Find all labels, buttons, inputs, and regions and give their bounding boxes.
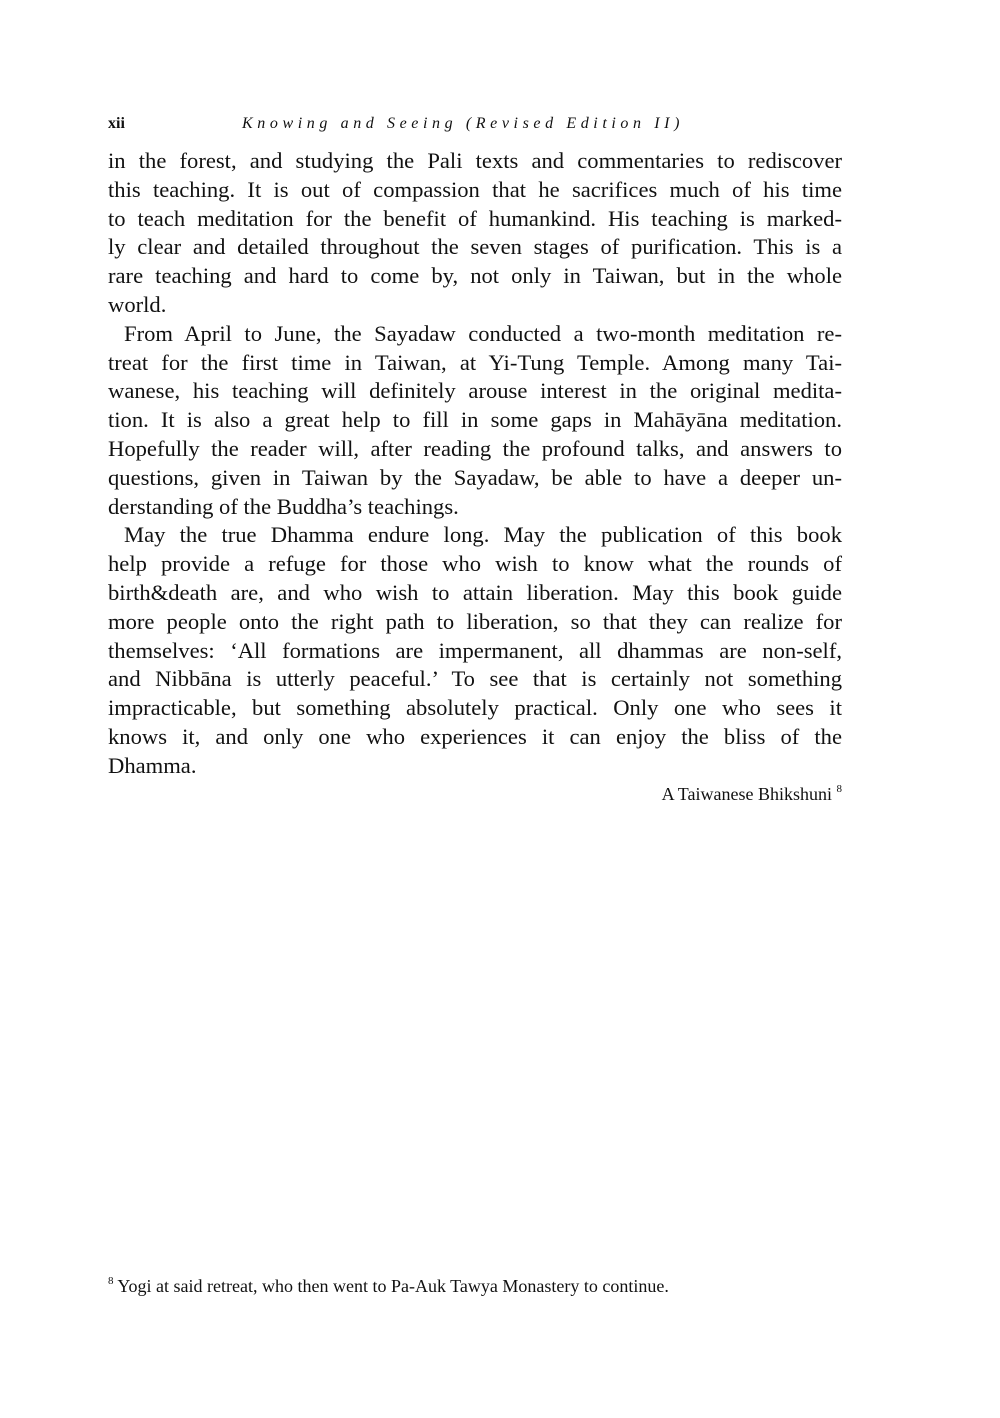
footnote-number: 8 bbox=[108, 1275, 114, 1287]
text-line: Dhamma. bbox=[108, 752, 197, 778]
text-line: treat for the first time in Taiwan, at Yi-Tung Temple. Among many Tai- bbox=[108, 349, 842, 375]
text-line: derstanding of the Buddha’s teachings. bbox=[108, 493, 459, 519]
footnote-reference[interactable]: 8 bbox=[836, 783, 842, 795]
text-line: Hopefully the reader will, after reading the profound talks, and answers to bbox=[108, 435, 842, 461]
text-line: this teaching. It is out of compassion that he sacrifices much of his time bbox=[108, 176, 842, 202]
text-line: wanese, his teaching will definitely arouse interest in the original medita- bbox=[108, 378, 842, 404]
text-line: themselves: ‘All formations are impermanent, all dhammas are non-self, bbox=[108, 637, 842, 663]
paragraph bbox=[108, 147, 842, 320]
body-text bbox=[108, 147, 842, 781]
text-line: From April to June, the Sayadaw conducted a two-month meditation re- bbox=[124, 320, 842, 346]
page-number: xii bbox=[108, 115, 125, 132]
signature bbox=[662, 784, 842, 805]
footnote bbox=[108, 1276, 842, 1297]
text-line: rare teaching and hard to come by, not only in Taiwan, but in the whole bbox=[108, 263, 842, 289]
text-line: birth&death are, and who wish to attain liberation. May this book guide bbox=[108, 579, 842, 605]
text-line: impracticable, but something absolutely practical. Only one who sees it bbox=[108, 695, 842, 721]
running-header bbox=[108, 115, 842, 137]
text-line: ly clear and detailed throughout the seven stages of purification. This is a bbox=[108, 234, 842, 260]
text-line: tion. It is also a great help to fill in some gaps in Mahāyāna meditation. bbox=[108, 407, 842, 433]
footnote-text: Yogi at said retreat, who then went to Pa-Auk Tawya Monastery to continue. bbox=[117, 1276, 669, 1296]
paragraph bbox=[108, 521, 842, 780]
text-line: world. bbox=[108, 291, 167, 317]
text-line: knows it, and only one who experiences it can enjoy the bliss of the bbox=[108, 723, 842, 749]
text-line: in the forest, and studying the Pali texts and commentaries to rediscover bbox=[108, 148, 842, 173]
text-line: to teach meditation for the benefit of humankind. His teaching is marked- bbox=[108, 205, 842, 231]
signature-text: A Taiwanese Bhikshuni bbox=[661, 784, 832, 804]
paragraph bbox=[108, 320, 842, 522]
text-line: and Nibbāna is utterly peaceful.’ To see that is certainly not something bbox=[108, 666, 842, 692]
running-title: Knowing and Seeing (Revised Edition II) bbox=[242, 115, 685, 132]
text-line: questions, given in Taiwan by the Sayadaw, be able to have a deeper un- bbox=[108, 464, 842, 490]
text-line: help provide a refuge for those who wish to know what the rounds of bbox=[108, 551, 842, 577]
text-line: more people onto the right path to liberation, so that they can realize for bbox=[108, 608, 842, 634]
text-line: May the true Dhamma endure long. May the publication of this book bbox=[124, 522, 842, 548]
